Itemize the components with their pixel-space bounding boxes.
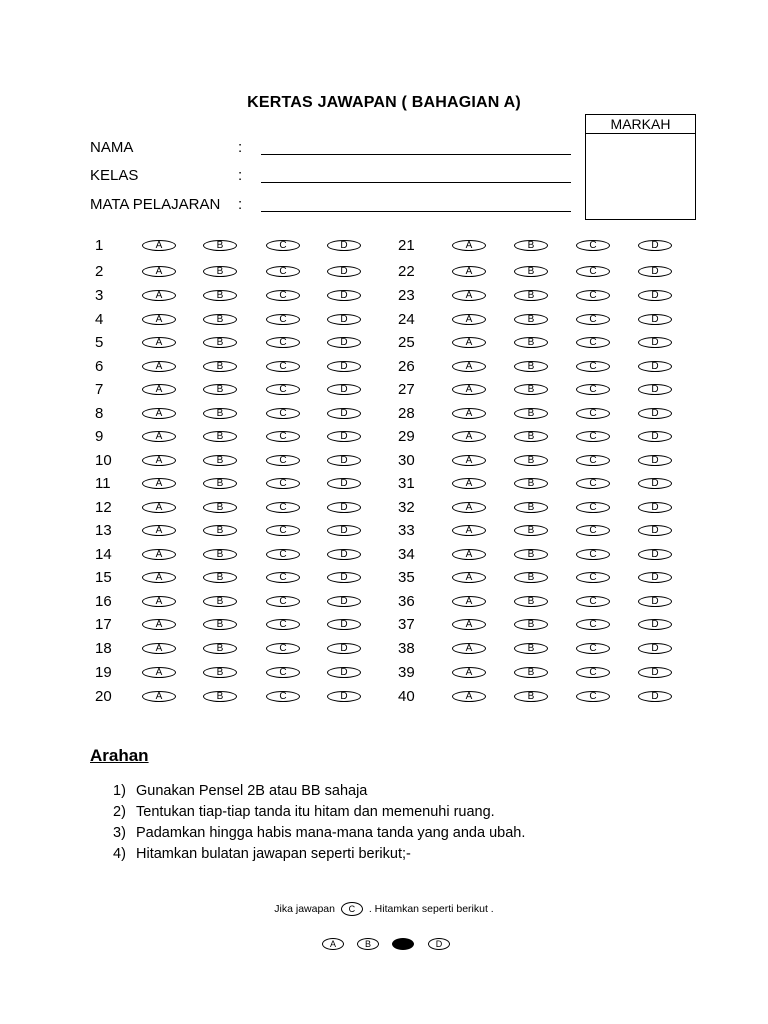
answer-bubble-c[interactable]: C: [576, 643, 610, 654]
instruction-text: Hitamkan bulatan jawapan seperti berikut;-: [136, 846, 411, 862]
answer-bubble-d[interactable]: D: [327, 619, 361, 630]
answer-bubble-d[interactable]: D: [327, 691, 361, 702]
answer-bubble-d[interactable]: D: [327, 290, 361, 301]
answer-bubble-d[interactable]: D: [638, 619, 672, 630]
answer-bubble-d[interactable]: D: [327, 455, 361, 466]
answer-bubble-b[interactable]: B: [203, 408, 237, 419]
answer-bubble-c[interactable]: C: [266, 619, 300, 630]
answer-bubble-c[interactable]: C: [576, 266, 610, 277]
field-colon: :: [238, 167, 243, 184]
question-number: 2: [95, 263, 104, 280]
answer-bubble-d[interactable]: D: [327, 384, 361, 395]
answer-bubble-c[interactable]: C: [576, 549, 610, 560]
answer-bubble-d[interactable]: D: [327, 266, 361, 277]
answer-bubble-a[interactable]: A: [452, 478, 486, 489]
answer-bubble-d[interactable]: D: [638, 266, 672, 277]
answer-bubble-c[interactable]: C: [266, 240, 300, 251]
answer-bubble-a[interactable]: A: [142, 431, 176, 442]
instruction-text: Padamkan hingga habis mana-mana tanda yang anda ubah.: [136, 825, 526, 841]
answer-bubble-b[interactable]: B: [514, 290, 548, 301]
answer-bubble-a[interactable]: A: [452, 431, 486, 442]
answer-bubble-d[interactable]: D: [327, 502, 361, 513]
question-number: 8: [95, 405, 104, 422]
answer-bubble-a[interactable]: A: [142, 455, 176, 466]
example-prefix: Jika jawapan: [274, 902, 335, 915]
answer-bubble-b[interactable]: B: [514, 478, 548, 489]
answer-bubble-b[interactable]: B: [514, 240, 548, 251]
question-number: 38: [398, 640, 415, 657]
answer-bubble-c[interactable]: C: [266, 290, 300, 301]
answer-bubble-a[interactable]: A: [142, 290, 176, 301]
example-bubble-b: B: [357, 938, 379, 950]
answer-bubble-b[interactable]: B: [514, 596, 548, 607]
answer-bubble-a[interactable]: A: [142, 596, 176, 607]
answer-bubble-c[interactable]: C: [576, 572, 610, 583]
example-answer-bubble: C: [341, 902, 363, 916]
answer-bubble-d[interactable]: D: [638, 290, 672, 301]
answer-bubble-d[interactable]: D: [327, 361, 361, 372]
instruction-number: 4): [113, 846, 126, 862]
answer-bubble-c[interactable]: C: [266, 596, 300, 607]
answer-bubble-b[interactable]: B: [514, 431, 548, 442]
answer-bubble-c[interactable]: C: [266, 525, 300, 536]
answer-bubble-a[interactable]: A: [142, 408, 176, 419]
answer-bubble-d[interactable]: D: [638, 431, 672, 442]
question-number: 20: [95, 688, 112, 705]
answer-bubble-a[interactable]: A: [452, 384, 486, 395]
answer-bubble-a[interactable]: A: [452, 455, 486, 466]
answer-bubble-a[interactable]: A: [452, 314, 486, 325]
answer-bubble-d[interactable]: D: [638, 455, 672, 466]
answer-bubble-b[interactable]: B: [203, 549, 237, 560]
answer-bubble-d[interactable]: D: [327, 572, 361, 583]
answer-bubble-d[interactable]: D: [638, 691, 672, 702]
answer-bubble-a[interactable]: A: [452, 691, 486, 702]
answer-bubble-a[interactable]: A: [452, 525, 486, 536]
answer-bubble-b[interactable]: B: [203, 691, 237, 702]
question-number: 5: [95, 334, 104, 351]
answer-bubble-b[interactable]: B: [203, 525, 237, 536]
question-number: 36: [398, 593, 415, 610]
answer-bubble-d[interactable]: D: [638, 408, 672, 419]
answer-bubble-c[interactable]: C: [266, 572, 300, 583]
answer-bubble-d[interactable]: D: [638, 337, 672, 348]
example-bubble-a: A: [322, 938, 344, 950]
answer-bubble-c[interactable]: C: [266, 266, 300, 277]
answer-bubble-b[interactable]: B: [514, 572, 548, 583]
field-label-mata-pelajaran: MATA PELAJARAN: [90, 196, 221, 213]
answer-bubble-d[interactable]: D: [638, 240, 672, 251]
question-number: 22: [398, 263, 415, 280]
answer-bubble-b[interactable]: B: [514, 314, 548, 325]
answer-bubble-b[interactable]: B: [203, 643, 237, 654]
answer-bubble-d[interactable]: D: [327, 337, 361, 348]
answer-bubble-c[interactable]: C: [266, 361, 300, 372]
answer-bubble-b[interactable]: B: [203, 572, 237, 583]
example-suffix: . Hitamkan seperti berikut .: [368, 902, 494, 915]
question-number: 7: [95, 381, 104, 398]
answer-bubble-b[interactable]: B: [514, 619, 548, 630]
answer-bubble-b[interactable]: B: [203, 266, 237, 277]
question-number: 33: [398, 522, 415, 539]
answer-bubble-d[interactable]: D: [327, 431, 361, 442]
answer-bubble-c[interactable]: C: [576, 337, 610, 348]
answer-bubble-d[interactable]: D: [638, 643, 672, 654]
question-number: 11: [95, 475, 111, 492]
question-number: 15: [95, 569, 112, 586]
answer-bubble-a[interactable]: A: [452, 502, 486, 513]
answer-bubble-b[interactable]: B: [203, 240, 237, 251]
answer-bubble-a[interactable]: A: [142, 361, 176, 372]
answer-bubble-a[interactable]: A: [452, 667, 486, 678]
question-number: 9: [95, 428, 104, 445]
question-number: 16: [95, 593, 112, 610]
instruction-text: Gunakan Pensel 2B atau BB sahaja: [136, 783, 368, 799]
answer-bubble-c[interactable]: C: [576, 455, 610, 466]
answer-bubble-c[interactable]: C: [266, 455, 300, 466]
instruction-text: Tentukan tiap-tiap tanda itu hitam dan memenuhi ruang.: [136, 804, 495, 820]
instruction-number: 3): [113, 825, 126, 841]
answer-bubble-c[interactable]: C: [266, 478, 300, 489]
question-number: 37: [398, 616, 415, 633]
question-number: 35: [398, 569, 415, 586]
answer-bubble-a[interactable]: A: [452, 596, 486, 607]
answer-bubble-c[interactable]: C: [576, 691, 610, 702]
answer-bubble-c[interactable]: C: [266, 502, 300, 513]
answer-bubble-b[interactable]: B: [203, 667, 237, 678]
answer-bubble-c[interactable]: C: [266, 643, 300, 654]
answer-bubble-c[interactable]: C: [266, 549, 300, 560]
answer-bubble-d[interactable]: D: [638, 314, 672, 325]
nama-line[interactable]: [261, 154, 571, 155]
answer-bubble-b[interactable]: B: [514, 643, 548, 654]
question-number: 12: [95, 499, 112, 516]
arahan-heading: Arahan: [90, 746, 149, 765]
answer-bubble-c[interactable]: C: [576, 408, 610, 419]
answer-bubble-b[interactable]: B: [203, 314, 237, 325]
answer-bubble-a[interactable]: A: [452, 643, 486, 654]
answer-bubble-d[interactable]: D: [638, 596, 672, 607]
question-number: 18: [95, 640, 112, 657]
markah-box: [585, 114, 696, 220]
question-number: 1: [95, 237, 104, 254]
answer-bubble-c[interactable]: C: [266, 431, 300, 442]
answer-bubble-d[interactable]: D: [327, 667, 361, 678]
answer-bubble-c[interactable]: C: [576, 431, 610, 442]
answer-bubble-d[interactable]: D: [327, 596, 361, 607]
answer-bubble-b[interactable]: B: [514, 361, 548, 372]
answer-bubble-c[interactable]: C: [576, 596, 610, 607]
answer-bubble-d[interactable]: D: [638, 478, 672, 489]
answer-bubble-a[interactable]: A: [142, 667, 176, 678]
question-number: 30: [398, 452, 415, 469]
answer-bubble-d[interactable]: D: [327, 240, 361, 251]
answer-bubble-c[interactable]: C: [266, 314, 300, 325]
answer-bubble-b[interactable]: B: [203, 337, 237, 348]
answer-bubble-d[interactable]: D: [638, 667, 672, 678]
answer-bubble-b[interactable]: B: [203, 455, 237, 466]
answer-bubble-a[interactable]: A: [142, 691, 176, 702]
question-number: 39: [398, 664, 415, 681]
question-number: 17: [95, 616, 112, 633]
answer-bubble-a[interactable]: A: [452, 619, 486, 630]
answer-bubble-b[interactable]: B: [203, 290, 237, 301]
answer-bubble-c[interactable]: C: [576, 525, 610, 536]
question-number: 40: [398, 688, 415, 705]
answer-bubble-a[interactable]: A: [142, 266, 176, 277]
question-number: 32: [398, 499, 415, 516]
answer-bubble-d[interactable]: D: [327, 549, 361, 560]
example-bubble-d: D: [428, 938, 450, 950]
answer-bubble-b[interactable]: B: [203, 502, 237, 513]
answer-bubble-b[interactable]: B: [203, 478, 237, 489]
instruction-number: 2): [113, 804, 126, 820]
field-label-kelas: KELAS: [90, 167, 139, 184]
kelas-line[interactable]: [261, 182, 571, 183]
question-number: 6: [95, 358, 104, 375]
answer-bubble-a[interactable]: A: [142, 643, 176, 654]
question-number: 10: [95, 452, 112, 469]
answer-bubble-c[interactable]: C: [576, 619, 610, 630]
question-number: 26: [398, 358, 415, 375]
field-label-nama: NAMA: [90, 139, 134, 156]
answer-bubble-c[interactable]: C: [266, 667, 300, 678]
answer-bubble-a[interactable]: A: [142, 314, 176, 325]
answer-bubble-b[interactable]: B: [514, 408, 548, 419]
answer-bubble-c[interactable]: C: [266, 408, 300, 419]
question-number: 25: [398, 334, 415, 351]
answer-bubble-b[interactable]: B: [514, 691, 548, 702]
answer-bubble-b[interactable]: B: [203, 384, 237, 395]
answer-bubble-b[interactable]: B: [514, 502, 548, 513]
answer-bubble-a[interactable]: A: [142, 619, 176, 630]
answer-bubble-b[interactable]: B: [203, 361, 237, 372]
answer-bubble-a[interactable]: A: [452, 290, 486, 301]
answer-bubble-a[interactable]: A: [142, 572, 176, 583]
answer-bubble-b[interactable]: B: [203, 431, 237, 442]
answer-bubble-b[interactable]: B: [203, 619, 237, 630]
answer-bubble-c[interactable]: C: [266, 337, 300, 348]
answer-bubble-d[interactable]: D: [638, 549, 672, 560]
answer-bubble-d[interactable]: D: [327, 314, 361, 325]
answer-bubble-d[interactable]: D: [327, 643, 361, 654]
answer-bubble-b[interactable]: B: [514, 549, 548, 560]
answer-bubble-d[interactable]: D: [638, 572, 672, 583]
answer-bubble-c[interactable]: C: [576, 384, 610, 395]
question-number: 21: [398, 237, 415, 254]
answer-bubble-a[interactable]: A: [452, 337, 486, 348]
answer-bubble-d[interactable]: D: [638, 361, 672, 372]
answer-bubble-b[interactable]: B: [514, 266, 548, 277]
answer-bubble-a[interactable]: A: [142, 337, 176, 348]
answer-bubble-d[interactable]: D: [638, 502, 672, 513]
answer-bubble-a[interactable]: A: [142, 478, 176, 489]
answer-bubble-a[interactable]: A: [142, 240, 176, 251]
question-number: 24: [398, 311, 415, 328]
answer-bubble-d[interactable]: D: [638, 525, 672, 536]
example-bubble-filled: [392, 938, 414, 950]
question-number: 14: [95, 546, 112, 563]
answer-bubble-d[interactable]: D: [327, 525, 361, 536]
answer-bubble-a[interactable]: A: [142, 502, 176, 513]
example-line: [0, 902, 768, 916]
answer-bubble-b[interactable]: B: [514, 667, 548, 678]
answer-bubble-d[interactable]: D: [327, 478, 361, 489]
answer-bubble-d[interactable]: D: [638, 384, 672, 395]
answer-bubble-c[interactable]: C: [576, 667, 610, 678]
answer-bubble-b[interactable]: B: [514, 455, 548, 466]
question-number: 13: [95, 522, 112, 539]
question-number: 19: [95, 664, 112, 681]
markah-label: MARKAH: [586, 115, 695, 134]
field-colon: :: [238, 139, 243, 156]
answer-bubble-b[interactable]: B: [514, 525, 548, 536]
question-number: 31: [398, 475, 415, 492]
answer-bubble-a[interactable]: A: [142, 525, 176, 536]
answer-bubble-c[interactable]: C: [576, 240, 610, 251]
question-number: 23: [398, 287, 415, 304]
answer-bubble-d[interactable]: D: [327, 408, 361, 419]
answer-bubble-c[interactable]: C: [576, 361, 610, 372]
question-number: 3: [95, 287, 104, 304]
answer-bubble-a[interactable]: A: [452, 361, 486, 372]
page-title: KERTAS JAWAPAN ( BAHAGIAN A): [247, 94, 521, 111]
question-number: 27: [398, 381, 415, 398]
answer-bubble-a[interactable]: A: [452, 408, 486, 419]
answer-bubble-a[interactable]: A: [452, 572, 486, 583]
answer-bubble-b[interactable]: B: [514, 384, 548, 395]
answer-bubble-a[interactable]: A: [452, 240, 486, 251]
instruction-number: 1): [113, 783, 126, 799]
field-colon: :: [238, 196, 243, 213]
answer-bubble-a[interactable]: A: [142, 384, 176, 395]
answer-bubble-c[interactable]: C: [576, 314, 610, 325]
answer-bubble-a[interactable]: A: [142, 549, 176, 560]
answer-bubble-c[interactable]: C: [576, 290, 610, 301]
question-number: 4: [95, 311, 104, 328]
question-number: 29: [398, 428, 415, 445]
mata-pelajaran-line[interactable]: [261, 211, 571, 212]
answer-bubble-c[interactable]: C: [576, 478, 610, 489]
answer-bubble-a[interactable]: A: [452, 549, 486, 560]
answer-bubble-c[interactable]: C: [266, 691, 300, 702]
answer-bubble-a[interactable]: A: [452, 266, 486, 277]
answer-bubble-b[interactable]: B: [203, 596, 237, 607]
answer-bubble-c[interactable]: C: [576, 502, 610, 513]
answer-bubble-b[interactable]: B: [514, 337, 548, 348]
answer-bubble-c[interactable]: C: [266, 384, 300, 395]
question-number: 34: [398, 546, 415, 563]
question-number: 28: [398, 405, 415, 422]
